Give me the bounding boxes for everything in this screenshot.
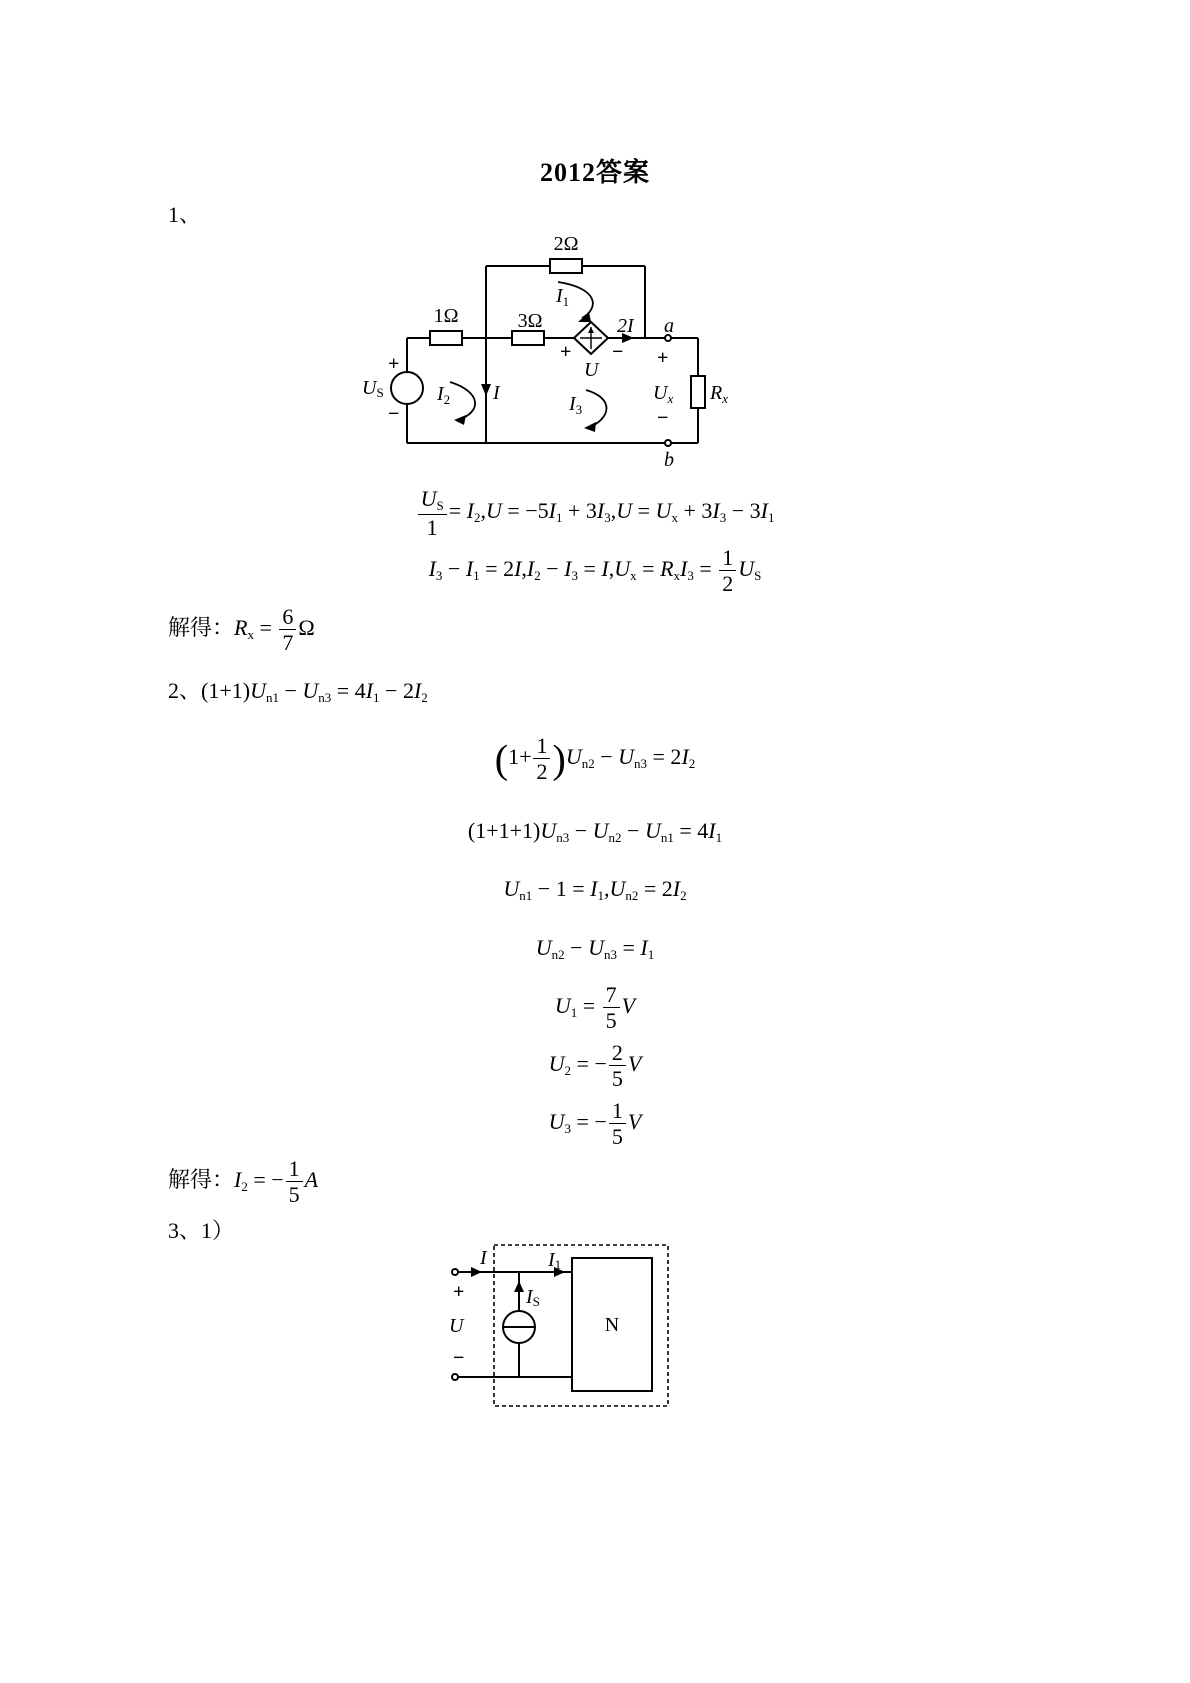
current-i-label: I — [493, 382, 500, 404]
i3-label: I — [569, 393, 576, 415]
i3-sub: 3 — [575, 402, 583, 417]
ux-label: U — [653, 382, 668, 404]
q2-equation-3: $(1+1+1)U_{n3} - U_{n2} - U_{n1} = 4I_1$ — [467, 818, 723, 845]
node-b-label: b — [664, 449, 674, 471]
q1-equation-1: $\frac{U_S}{1}$ = $I_2,U = -5I_1 + 3I_3,U = U_x + 3I_3 - 3I_1$ — [0, 486, 1190, 540]
u-plus: + — [560, 341, 572, 363]
svg-text:I1 — [547, 1249, 561, 1272]
dependent-source-label: 2I — [617, 315, 634, 337]
svg-text:IS — [525, 1286, 540, 1309]
q1-equation-2: $I_3 - I_1 = 2I,I_2 - I_3 = I,U_x = R_xI_3$ = $\frac{1}{2}$ $U_S$ — [428, 545, 762, 597]
us-minus: − — [388, 403, 400, 425]
i2-label: I — [437, 383, 444, 405]
q2-equation-4: $U_{n1} - 1 = I_1,U_{n2} = 2I_2$ — [503, 876, 687, 903]
q2-solution: 解得：$I_2$ = − $\frac{1}{5}$ A — [168, 1156, 319, 1208]
i1-sub: 1 — [554, 1257, 562, 1272]
u-plus: + — [453, 1281, 465, 1303]
question-3-label: 3、1） — [168, 1218, 235, 1243]
svg-text:US — [362, 377, 384, 400]
ux-minus: − — [657, 407, 669, 429]
ux-sub: x — [667, 391, 674, 406]
voltage-u-label: U — [449, 1315, 464, 1337]
is-label: I — [526, 1286, 533, 1308]
network-n-label: N — [604, 1314, 620, 1336]
us-plus: + — [388, 353, 400, 375]
rx-label: R — [710, 382, 723, 404]
svg-text:Rx — [709, 382, 728, 406]
svg-text:I2 — [436, 383, 450, 407]
circuit-diagram-3 — [440, 1238, 680, 1413]
i1-sub: 1 — [562, 294, 570, 309]
question-1-label: 1、 — [168, 202, 202, 227]
resistor-2ohm-label: 2Ω — [553, 233, 579, 255]
q2-result-u1: $U_1$ = $\frac{7}{5}$ V — [554, 982, 636, 1034]
resistor-3ohm-label: 3Ω — [517, 310, 543, 332]
rx-sub: x — [722, 391, 728, 406]
q2-result-u2: $U_2$ = − $\frac{2}{5}$ V — [548, 1040, 642, 1092]
current-i-label: I — [480, 1247, 487, 1269]
ux-plus: + — [657, 347, 669, 369]
i1-label: I — [548, 1249, 555, 1271]
us-label: U — [362, 377, 377, 399]
q1-solution: 解得：$R_x$ = $\frac{6}{7}$ Ω — [168, 604, 315, 656]
q2-result-u3: $U_3$ = − $\frac{1}{5}$ V — [548, 1098, 642, 1150]
q2-equation-2: (1+ $\frac{1}{2}$ )$U_{n2} - U_{n3} = 2I_2$ — [494, 733, 696, 785]
u-minus: − — [453, 1347, 465, 1369]
voltage-u-label: U — [584, 359, 599, 381]
circuit-diagram-1 — [350, 225, 770, 475]
resistor-1ohm-label: 1Ω — [433, 305, 459, 327]
svg-text:I1 — [555, 285, 569, 309]
svg-text:I3 — [568, 393, 582, 417]
i1-label: I — [556, 285, 563, 307]
node-a-label: a — [664, 315, 674, 337]
q2-equation-5: $U_{n2} - U_{n3} = I_1$ — [535, 935, 655, 962]
svg-text:Ux — [653, 382, 673, 406]
u-minus: − — [612, 341, 624, 363]
q2-equation-1: 2、$(1+1)U_{n1} - U_{n3} = 4I_1 - 2I_2$ — [168, 678, 428, 705]
us-sub: S — [376, 385, 384, 400]
is-sub: S — [532, 1294, 540, 1309]
page-title: 2012答案 — [539, 158, 650, 187]
i2-sub: 2 — [443, 392, 451, 407]
